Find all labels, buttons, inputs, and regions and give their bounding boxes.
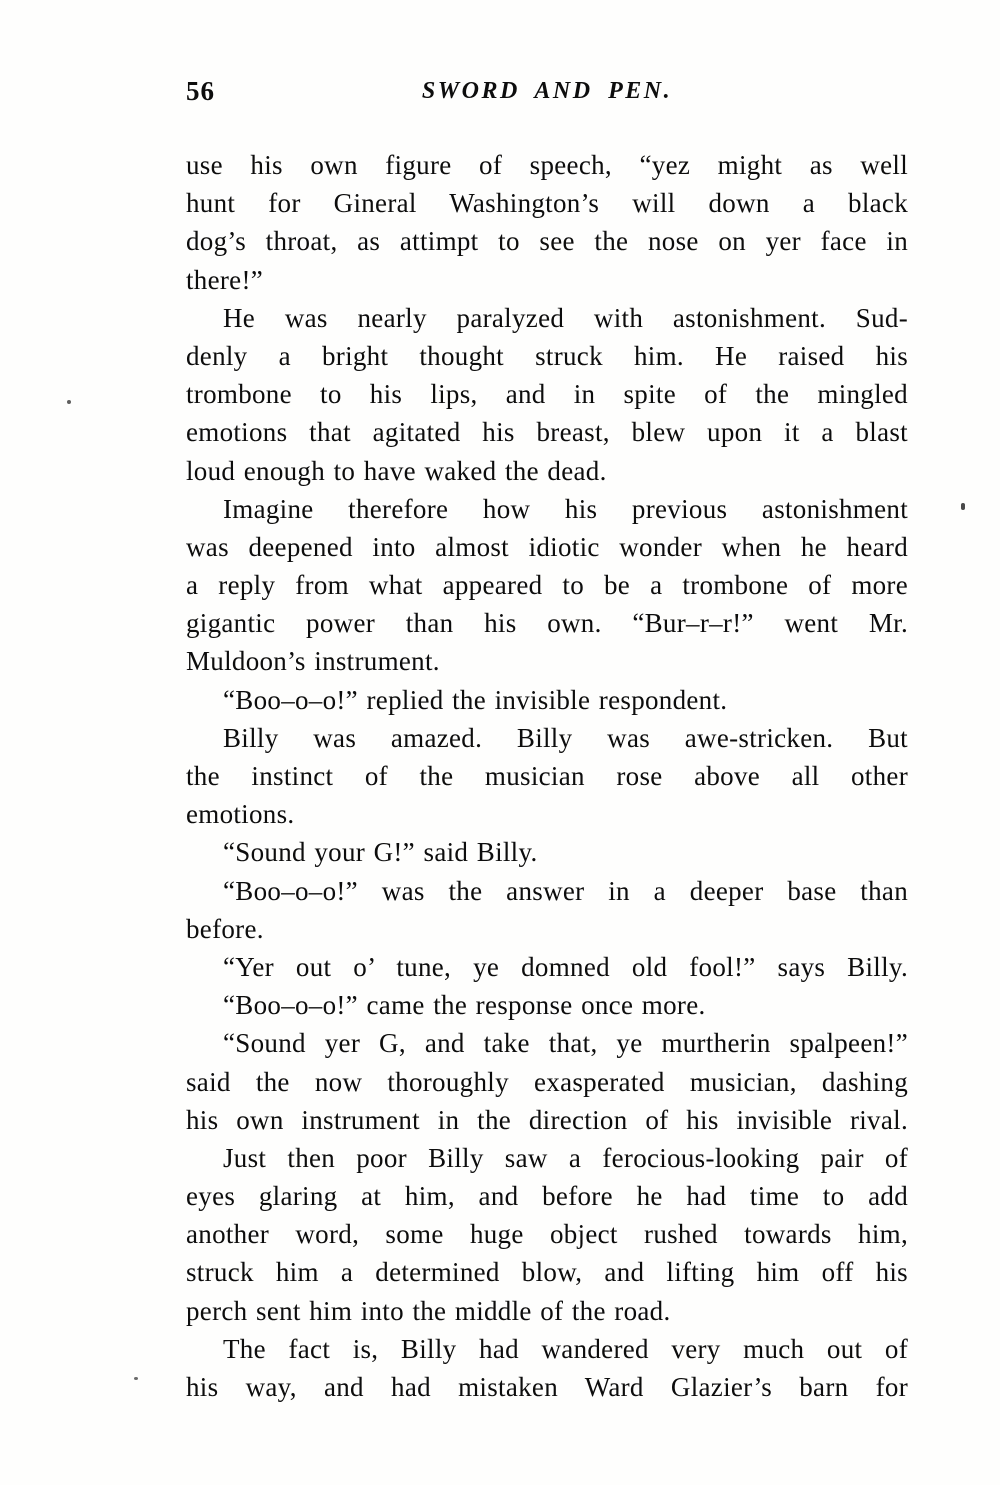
- text-line: Billy was amazed. Billy was awe-stricken. But: [223, 722, 908, 753]
- scan-speck: [67, 400, 71, 404]
- text-line: The fact is, Billy had wandered very much out of: [223, 1333, 908, 1364]
- text-line: Just then poor Billy saw a ferocious-looking pair of: [223, 1142, 908, 1173]
- text-line: loud enough to have waked the dead.: [186, 455, 607, 486]
- text-line: said the now thoroughly exasperated musician, dashing: [186, 1066, 908, 1097]
- text-line: trombone to his lips, and in spite of the mingled: [186, 379, 908, 410]
- text-line: emotions.: [186, 799, 295, 830]
- text-line: his own instrument in the direction of his invisible rival.: [186, 1104, 908, 1135]
- text-line: the instinct of the musician rose above all other: [186, 761, 908, 791]
- text-line: Muldoon’s instrument.: [186, 646, 440, 677]
- text-line: Imagine therefore how his previous astonishment: [223, 493, 908, 524]
- text-line: use his own figure of speech, “yez might as well: [186, 150, 908, 180]
- body-text: [186, 146, 908, 1406]
- text-line: emotions that agitated his breast, blew upon it a blast: [186, 417, 908, 448]
- text-line: a reply from what appeared to be a trombone of more: [186, 570, 908, 601]
- text-line: He was nearly paralyzed with astonishment. Sud-: [223, 302, 908, 333]
- text-line: was deepened into almost idiotic wonder when he heard: [186, 531, 908, 562]
- text-line: there!”: [186, 264, 264, 295]
- text-line: “Sound your G!” said Billy.: [223, 837, 538, 868]
- text-line: “Boo–o–o!” came the response once more.: [223, 990, 706, 1021]
- text-line: “Yer out o’ tune, ye domned old fool!” says Billy.: [223, 951, 908, 982]
- text-line: hunt for Gineral Washington’s will down a black: [186, 188, 908, 219]
- text-line: before.: [186, 913, 264, 944]
- text-line: gigantic power than his own. “Bur–r–r!” went Mr.: [186, 608, 908, 639]
- text-line: his way, and had mistaken Ward Glazier’s barn for: [186, 1372, 908, 1402]
- running-title: SWORD AND PEN.: [421, 78, 673, 104]
- text-line: another word, some huge object rushed towards him,: [186, 1219, 908, 1250]
- text-line: eyes glaring at him, and before he had time to add: [186, 1181, 908, 1212]
- text-line: struck him a determined blow, and lifting him off his: [186, 1257, 908, 1288]
- text-line: “Boo–o–o!” was the answer in a deeper base than: [223, 875, 908, 906]
- text-line: “Sound yer G, and take that, ye murtherin spalpeen!”: [223, 1028, 908, 1059]
- text-line: denly a bright thought struck him. He raised his: [186, 340, 908, 371]
- text-line: perch sent him into the middle of the road.: [186, 1295, 671, 1326]
- running-head: [186, 76, 908, 110]
- page-number: 56: [186, 76, 215, 106]
- text-line: dog’s throat, as attimpt to see the nose on yer face in: [186, 226, 908, 257]
- text-line: “Boo–o–o!” replied the invisible respondent.: [223, 684, 728, 715]
- scan-speck: [961, 503, 965, 510]
- scan-speck: [134, 1377, 138, 1380]
